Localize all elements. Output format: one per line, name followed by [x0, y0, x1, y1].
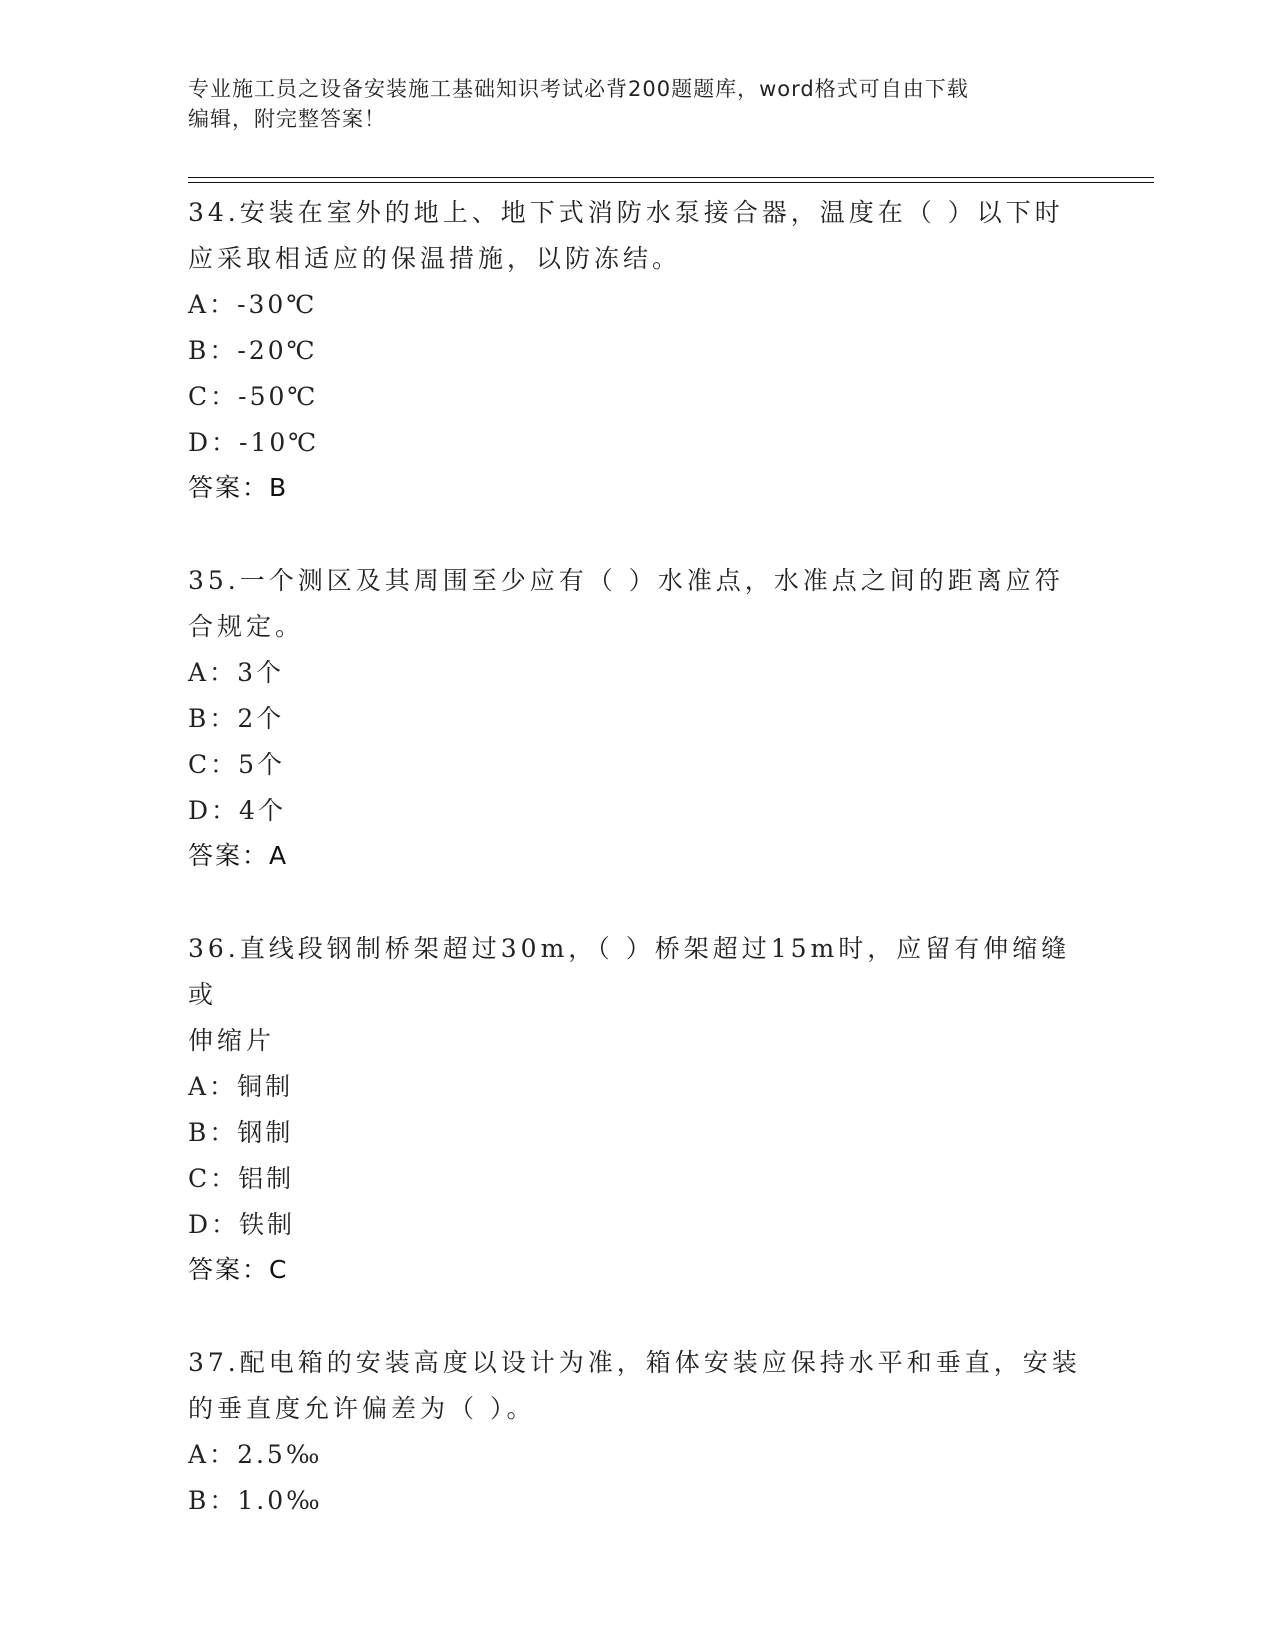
option-a: A：-30℃: [188, 290, 318, 319]
option-b: B：钢制: [188, 1118, 294, 1147]
option-d: D：4个: [188, 796, 286, 825]
document-header: [188, 74, 1068, 134]
option-a: A：2.5‰: [188, 1440, 323, 1469]
question-34: [188, 190, 1088, 510]
option-a: A：铜制: [188, 1072, 294, 1101]
header-line-2: 编辑，附完整答案！: [188, 107, 386, 131]
answer-line: 答案：A: [188, 841, 289, 870]
header-line-1: 专业施工员之设备安装施工基础知识考试必背200题题库，word格式可自由下载: [188, 77, 969, 101]
question-35: [188, 558, 1088, 878]
header-divider-bottom: [188, 182, 1154, 183]
option-c: C：5个: [188, 750, 286, 779]
answer-line: 答案：B: [188, 473, 289, 502]
header-divider-top: [188, 177, 1154, 178]
question-stem: 36.直线段钢制桥架超过30m，（ ）桥架超过15m时，应留有伸缩缝或 伸缩片: [188, 934, 1071, 1055]
question-stem: 35.一个测区及其周围至少应有（ ）水准点，水准点之间的距离应符 合规定。: [188, 566, 1064, 641]
option-c: C：铝制: [188, 1164, 295, 1193]
option-b: B：-20℃: [188, 336, 318, 365]
question-stem: 34.安装在室外的地上、地下式消防水泵接合器，温度在（ ）以下时 应采取相适应的保温措施，以防冻结。: [188, 198, 1064, 273]
question-37: [188, 1340, 1088, 1524]
question-stem: 37.配电箱的安装高度以设计为准，箱体安装应保持水平和垂直，安装 的垂直度允许偏差为（ ）。: [188, 1348, 1081, 1423]
option-b: B：1.0‰: [188, 1486, 323, 1515]
option-c: C：-50℃: [188, 382, 319, 411]
question-list: [188, 190, 1088, 1572]
answer-line: 答案：C: [188, 1255, 289, 1284]
option-d: D：-10℃: [188, 428, 320, 457]
option-d: D：铁制: [188, 1210, 296, 1239]
question-36: [188, 926, 1088, 1292]
option-a: A：3个: [188, 658, 284, 687]
option-b: B：2个: [188, 704, 285, 733]
